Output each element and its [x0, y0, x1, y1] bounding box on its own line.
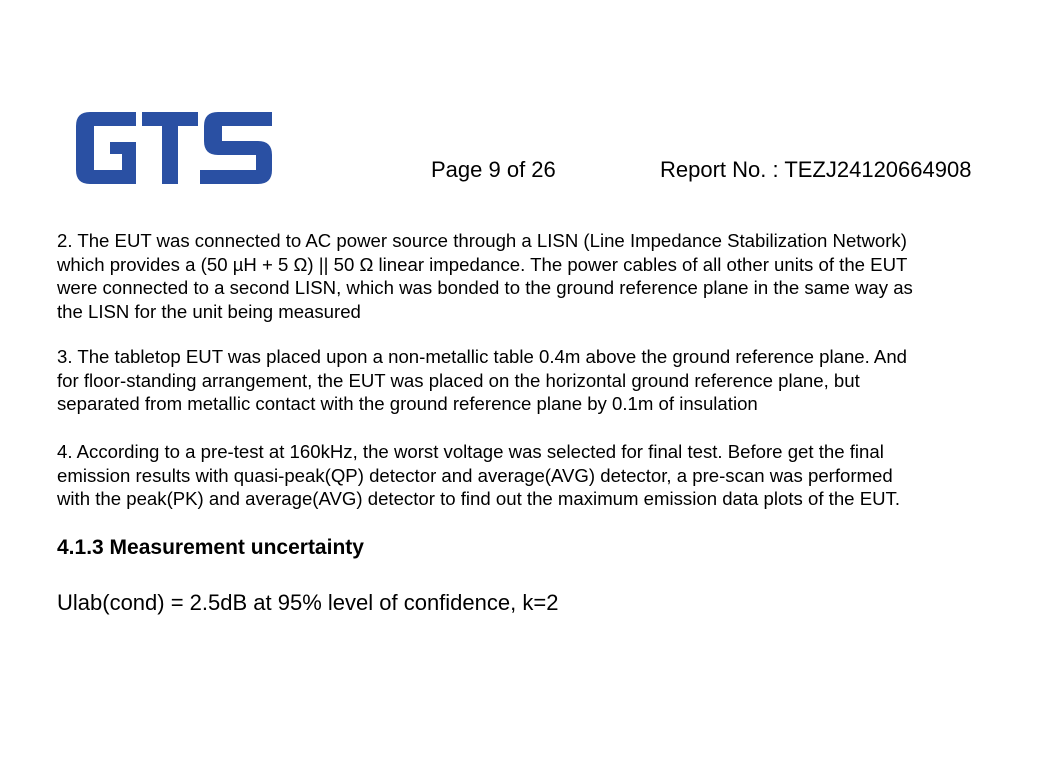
uncertainty-statement: Ulab(cond) = 2.5dB at 95% level of confidence, k=2 — [57, 590, 559, 615]
section-heading: 4.1.3 Measurement uncertainty — [57, 536, 364, 559]
paragraph-line: 3. The tabletop EUT was placed upon a non-metallic table 0.4m above the ground reference plane. And — [57, 346, 908, 367]
paragraph-lisn-connection — [57, 229, 1017, 323]
paragraph-tabletop-placement — [57, 345, 1017, 416]
report-number: Report No. : TEZJ24120664908 — [660, 157, 972, 182]
gts-logo-icon — [76, 112, 272, 184]
paragraph-pre-test — [57, 440, 1017, 511]
paragraph-line: with the peak(PK) and average(AVG) detector to find out the maximum emission data plots of the EUT. — [57, 488, 900, 509]
paragraph-line: were connected to a second LISN, which was bonded to the ground reference plane in the same way as — [57, 277, 913, 298]
paragraph-line: 4. According to a pre-test at 160kHz, the worst voltage was selected for final test. Before get the final — [57, 441, 884, 462]
paragraph-line: which provides a (50 µH + 5 Ω) || 50 Ω linear impedance. The power cables of all other units of the EUT — [57, 253, 908, 275]
paragraph-line: emission results with quasi-peak(QP) detector and average(AVG) detector, a pre-scan was performed — [57, 464, 893, 486]
paragraph-line: 2. The EUT was connected to AC power source through a LISN (Line Impedance Stabilization Network) — [57, 230, 907, 251]
paragraph-line: separated from metallic contact with the ground reference plane by 0.1m of insulation — [57, 393, 758, 414]
paragraph-line: for floor-standing arrangement, the EUT was placed on the horizontal ground reference plane, but — [57, 369, 860, 391]
page-number: Page 9 of 26 — [431, 157, 556, 182]
paragraph-line: the LISN for the unit being measured — [57, 300, 361, 322]
